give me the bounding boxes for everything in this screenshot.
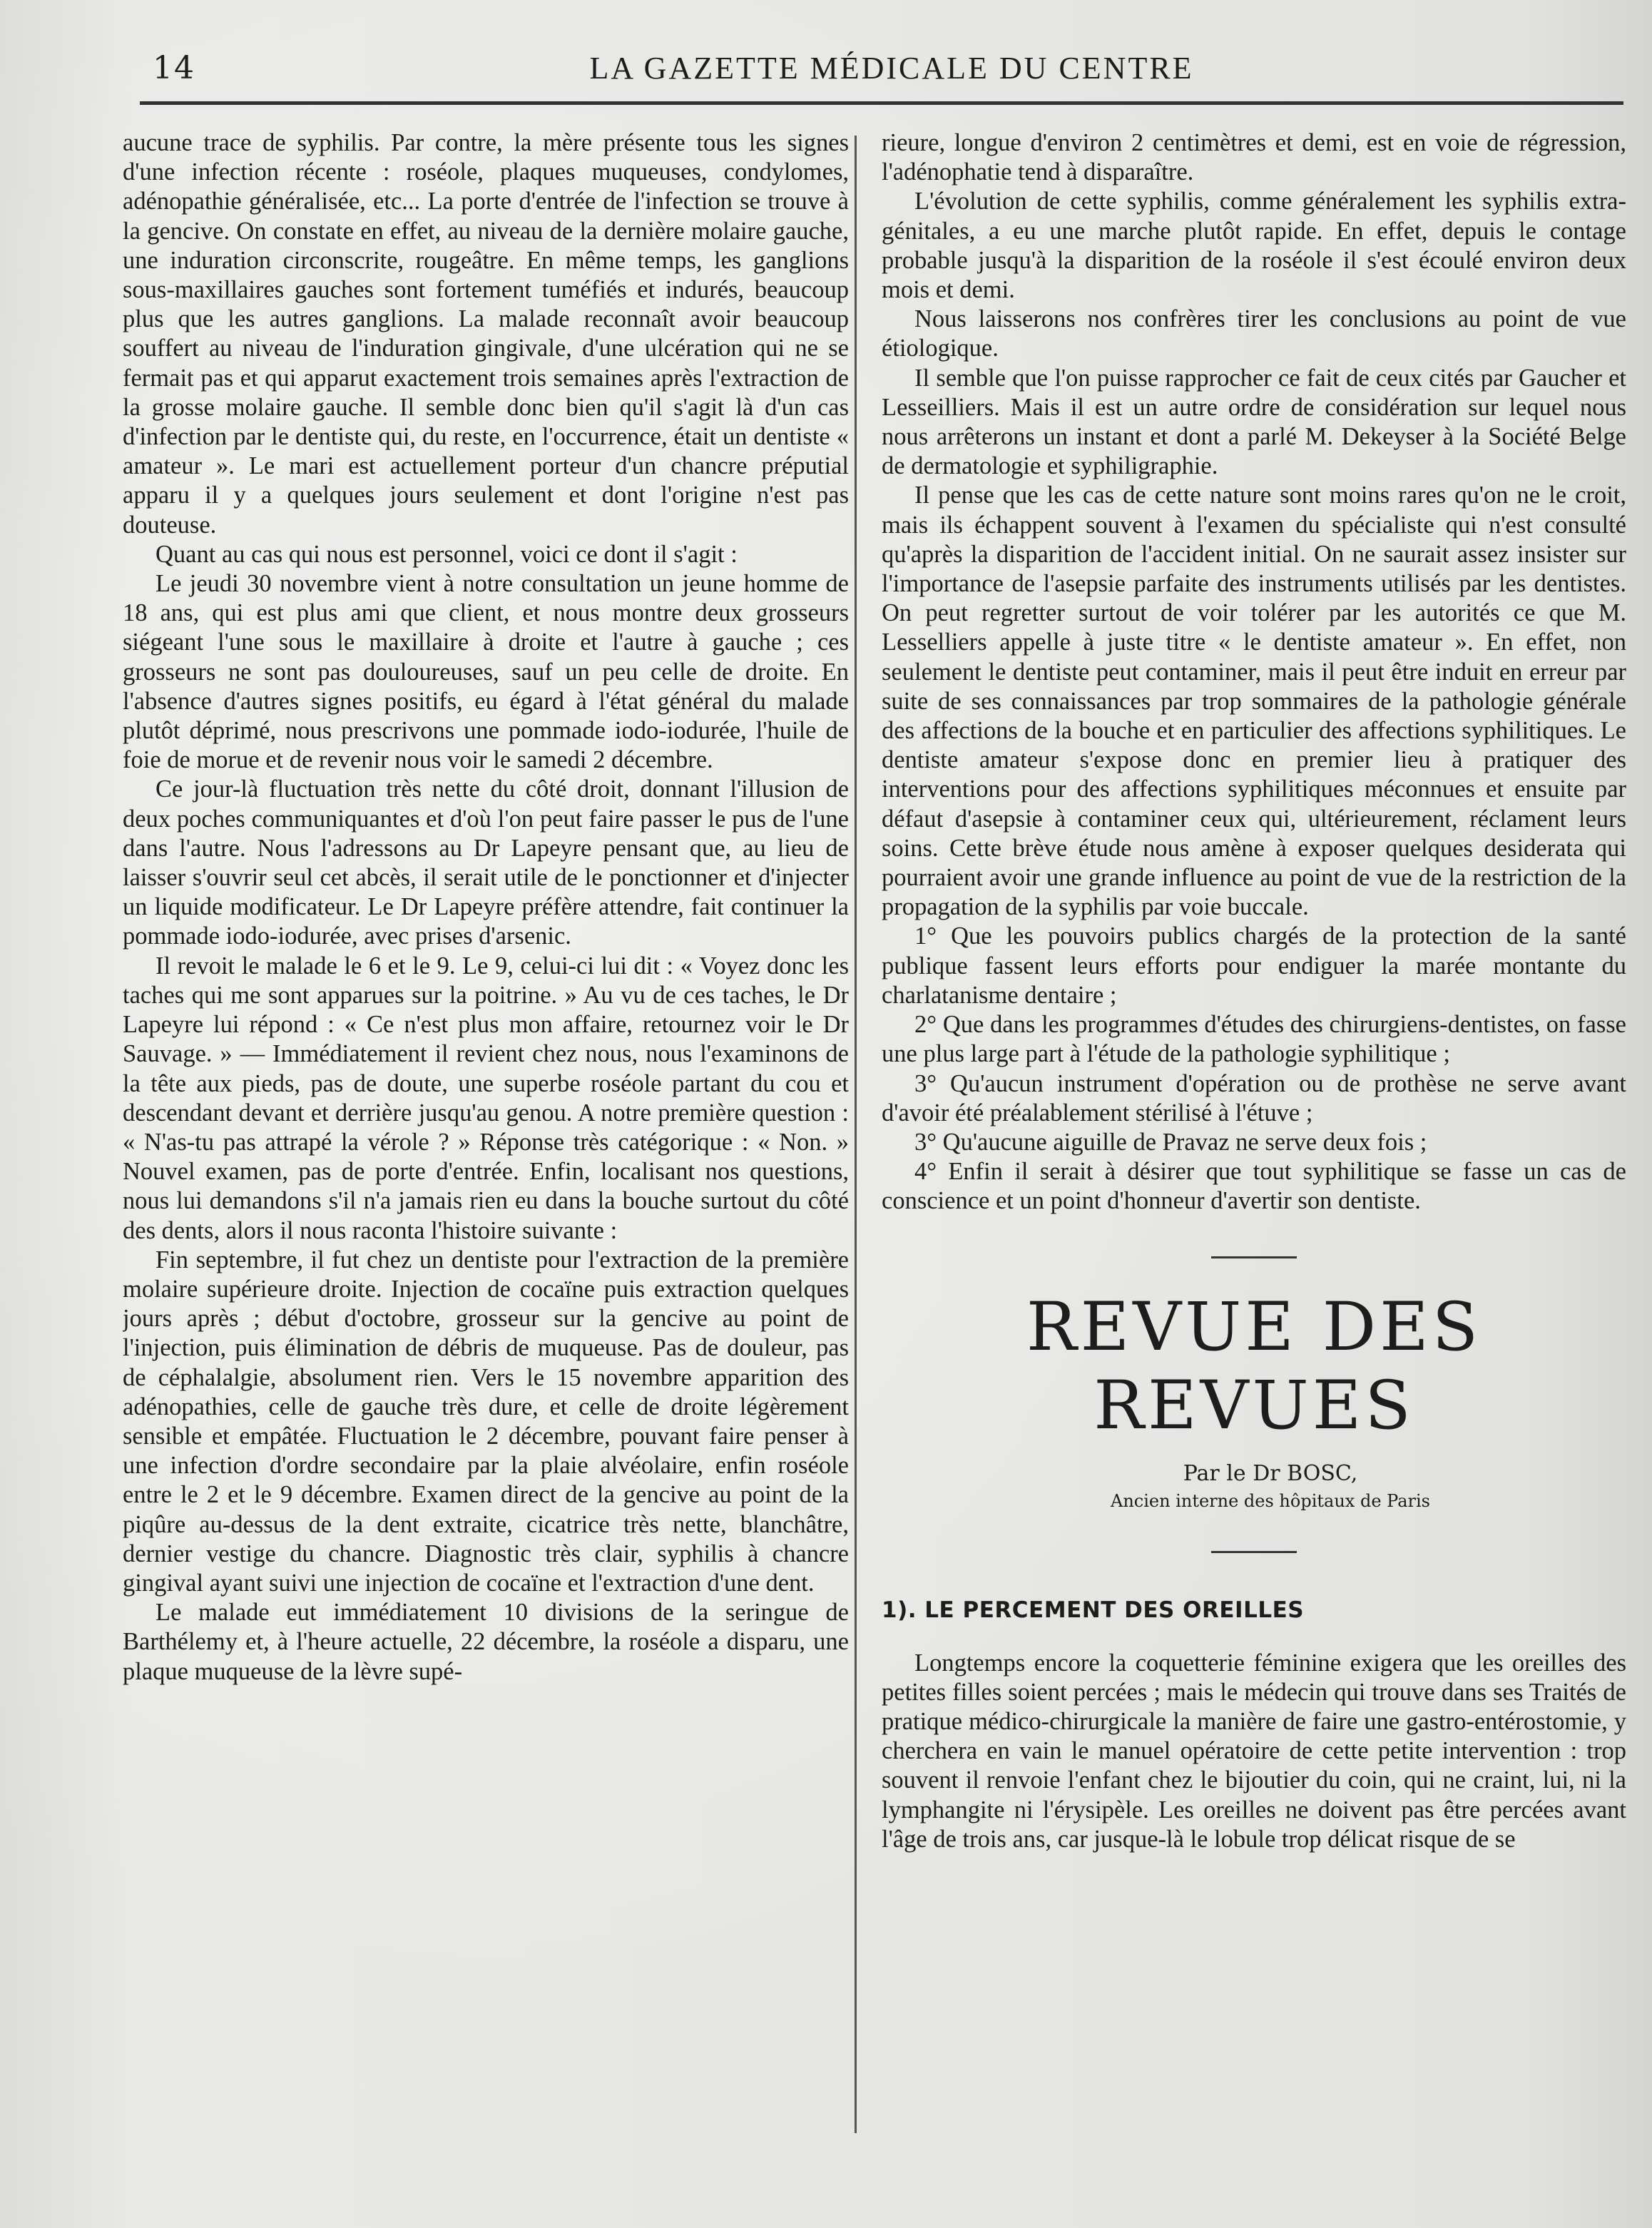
paragraph: Ce jour-là fluctuation très nette du côté droit, donnant l'illusion de deux poches communiquantes et d'où l'on peut faire passer le pus de l'une dans l'autre. Nous l'adressons au Dr Lapeyre pensant que, au lieu de laisser s'ouvrir seul cet abcès, il serait utile de le ponctionner et d'injecter un liquide modificateur. Le Dr Lapeyre préfère attendre, fait continuer la pommade iodo-iodurée, avec prises d'arsenic. [123,775,849,950]
column-divider [855,136,857,2133]
paragraph: Nous laisserons nos confrères tirer les conclusions au point de vue étiologique. [882,305,1626,362]
left-column [123,128,849,2133]
running-title: LA GAZETTE MÉDICALE DU CENTRE [589,51,1194,86]
paragraph: Le malade eut immédiatement 10 divisions de la seringue de Barthélemy et, à l'heure actuelle, 22 décembre, la roséole a disparu, une plaque muqueuse de la lèvre supé- [123,1599,849,1685]
right-column [882,128,1626,2133]
affiliation: Ancien interne des hôpitaux de Paris [1110,1490,1430,1511]
paragraph: Il revoit le malade le 6 et le 9. Le 9, celui-ci lui dit : « Voyez donc les taches qui me sont apparues sur la poitrine. » Au vu de ces taches, le Dr Lapeyre lui répond : « Ce n'est plus mon affaire, retournez voir le Dr Sauvage. » — Immédiatement il revient chez nous, nous l'examinons de la tête aux pieds, pas de doute, une superbe roséole partant du cou et descendant devant et derrière jusqu'au genou. A notre première question : « N'as-tu pas attrapé la vérole ? » Réponse très catégorique : « Non. » Nouvel examen, pas de porte d'entrée. Enfin, localisant nos questions, nous lui demandons s'il n'a jamais rien eu dans la bouche surtout du côté des dents, alors il nous raconta l'histoire suivante : [123,952,849,1244]
paragraph: Le jeudi 30 novembre vient à notre consultation un jeune homme de 18 ans, qui est plus ami que client, et nous montre deux grosseurs siégeant l'une sous le maxillaire à droite et l'autre à gauche ; ces grosseurs ne sont pas douloureuses, sauf un peu celle de droite. En l'absence d'autres signes positifs, eu égard à l'état général du malade plutôt déprimé, nous prescrivons une pommade iodo-iodurée, l'huile de foie de morue et de revenir nous voir le samedi 2 décembre. [123,570,849,774]
paragraph: L'évolution de cette syphilis, comme généralement les syphilis extra-génitales, a eu une marche plutôt rapide. En effet, depuis le contage probable jusqu'à la disparition de la roséole il s'est écoulé environ deux mois et demi. [882,188,1626,304]
paragraph: Il semble que l'on puisse rapprocher ce fait de ceux cités par Gaucher et Lesseilliers. Mais il est un autre ordre de considération sur lequel nous nous arrêterons un instant et dont a parlé M. Dekeyser à la Société Belge de dermatologie et syphiligraphie. [882,364,1626,480]
list-item: 1° Que les pouvoirs publics chargés de la protection de la santé publique fassent leurs efforts pour endiguer la marée montante du charlatanisme dentaire ; [882,922,1626,1009]
list-item: 3° Qu'aucune aiguille de Pravaz ne serve deux fois ; [914,1128,1427,1156]
paragraph: Quant au cas qui nous est personnel, voici ce dont il s'agit : [155,540,738,568]
paragraph: Fin septembre, il fut chez un dentiste pour l'extraction de la première molaire supérieure droite. Injection de cocaïne puis extraction quelques jours après ; début d'octobre, grosseur sur la gencive au point de l'injection, puis élimination de débris de muqueuse. Pas de douleur, pas de céphalalgie, absolument rien. Vers le 15 novembre apparition des adénopathies, celle de gauche très dure, et celle de droite légèrement sensible et empâtée. Fluctuation le 2 décembre, pouvant faire penser à une infection d'ordre secondaire par la plaie alvéolaire, enfin roséole entre le 2 et le 9 décembre. Examen direct de la gencive au point de la piqûre au-dessus de la dent extraite, cicatrice très nette, blanchâtre, dernier vestige du chancre. Diagnostic très clair, syphilis à chancre gingival ayant suivi une injection de cocaïne et l'extraction d'une dent. [123,1246,849,1597]
paragraph: rieure, longue d'environ 2 centimètres et demi, est en voie de régression, l'adénophatie tend à disparaître. [882,129,1626,186]
list-item: 2° Que dans les programmes d'études des chirurgiens-dentistes, on fasse une plus large part à l'étude de la pathologie syphilitique ; [882,1011,1626,1068]
byline: Par le Dr BOSC, [1183,1460,1358,1486]
list-item: 3° Qu'aucun instrument d'opération ou de prothèse ne serve avant d'avoir été préalablement stérilisé à l'étuve ; [882,1069,1626,1126]
section-title: REVUE DES REVUES [1026,1288,1482,1445]
paragraph: Longtemps encore la coquetterie féminine exigera que les oreilles des petites filles soient percées ; mais le médecin qui trouve dans ses Traités de pratique médico-chirurgicale la manière de faire une gastro-entérostomie, y cherchera en vain le manuel opératoire de cette petite intervention : trop souvent il renvoie l'enfant chez le bijoutier du coin, qui ne craint, lui, ni la lymphangite ni l'érysipèle. Les oreilles ne doivent pas être percées avant l'âge de trois ans, car jusque-là le lobule trop délicat risque de se [882,1649,1626,1853]
paragraph: Il pense que les cas de cette nature sont moins rares qu'on ne le croit, mais ils échappent souvent à l'examen du spécialiste qui n'est consulté qu'après la disparition de l'accident initial. On ne saurait assez insister sur l'importance de l'asepsie parfaite des instruments utilisés par les dentistes. On peut regretter surtout de voir tolérer par les autorités ce que M. Lesselliers appelle à juste titre « le dentiste amateur ». En effet, non seulement le dentiste peut contaminer, mais il peut être induit en erreur par suite de ses connaissances par trop sommaires de la pathologie générale des affections de la bouche et en particulier des affections syphilitiques. Le dentiste amateur s'expose donc en premier lieu à pratiquer des interventions pour des affections syphilitiques méconnues et ensuite par défaut d'asepsie à contaminer ceux qui, ultérieurement, réclament leurs soins. Cette brève étude nous amène à exposer quelques desiderata qui pourraient avoir une grande influence au point de vue de la restriction de la propagation de la syphilis par voie buccale. [882,482,1626,921]
article-subheading: 1). LE PERCEMENT DES OREILLES [882,1597,1305,1623]
paragraph: aucune trace de syphilis. Par contre, la mère présente tous les signes d'une infection récente : roséole, plaques muqueuses, condylomes, adénopathie généralisée, etc... La porte d'entrée de l'infection se trouve à la gencive. On constate en effet, au niveau de la dernière molaire gauche, une induration circonscrite, rougeâtre. En même temps, les ganglions sous-maxillaires gauches sont fortement tuméfiés et indurés, beaucoup plus que les autres ganglions. La malade reconnaît avoir beaucoup souffert au niveau de l'induration gingivale, d'une ulcération qui ne se fermait pas et qui apparut exactement trois semaines après l'extraction de la grosse molaire gauche. Il semble donc bien qu'il s'agit là d'un cas d'infection par le dentiste qui, du reste, en l'occurrence, était un dentiste « amateur ». Le mari est actuellement porteur d'un chancre préputial apparu il y a quelques jours seulement et dont l'origine n'est pas douteuse. [123,129,849,539]
list-item: 4° Enfin il serait à désirer que tout syphilitique se fasse un cas de conscience et un point d'honneur d'avertir son dentiste. [882,1158,1626,1215]
page-number: 14 [153,50,195,86]
section-divider [1211,1551,1297,1553]
header-rule [140,101,1623,105]
section-divider [1211,1256,1297,1258]
